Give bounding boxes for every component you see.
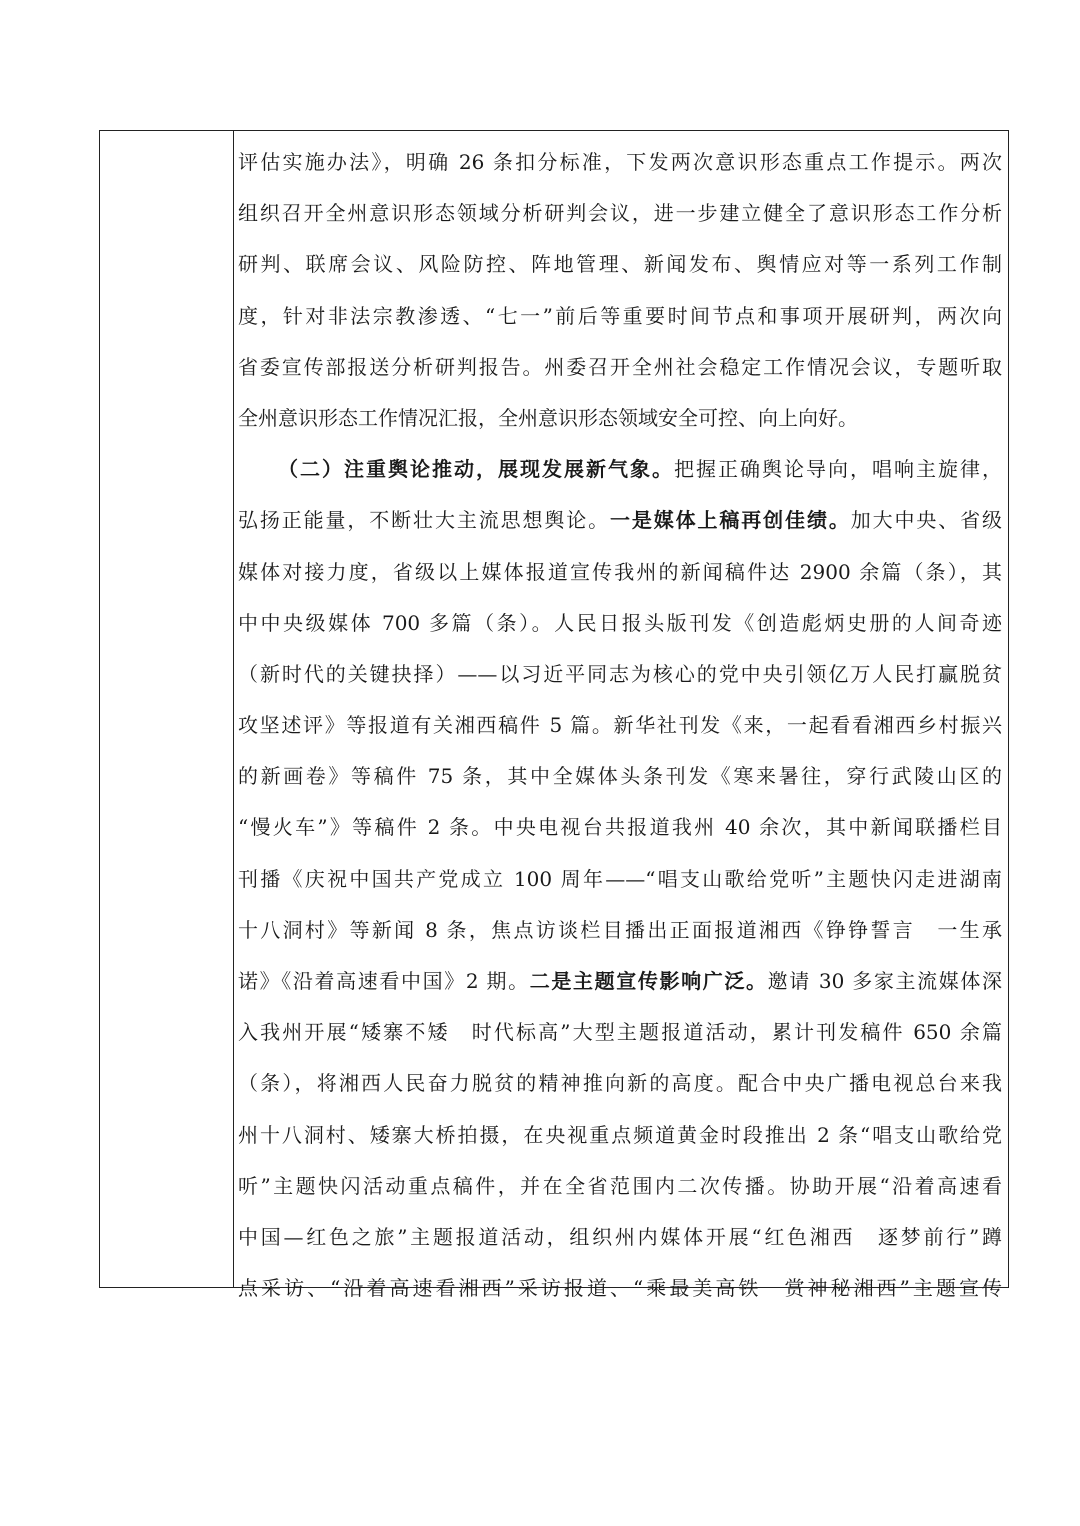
text-segment: 省委宣传部报送分析研判报告。州委召开全州社会稳定工作情况会议，专题听取 xyxy=(238,354,1002,379)
text-line xyxy=(238,239,1002,290)
text-segment: 组织召开全州意识形态领域分析研判会议，进一步建立健全了意识形态工作分析 xyxy=(238,201,1002,226)
text-segment: 点采访、“沿着高速看湘西”采访报道、“乘最美高铁 赏神秘湘西”主题宣传 xyxy=(238,1276,1002,1301)
text-line xyxy=(238,291,1002,342)
text-line xyxy=(238,1212,1002,1263)
text-segment: （条），将湘西人民奋力脱贫的精神推向新的高度。配合中央广播电视总台来我 xyxy=(238,1071,1002,1096)
text-segment: 诺》《沿着高速看中国》2 期。 xyxy=(238,969,530,993)
text-segment: 中中央级媒体 700 多篇（条）。人民日报头版刊发《创造彪炳史册的人间奇迹 xyxy=(238,610,1002,635)
text-segment: 全州意识形态工作情况汇报，全州意识形态领域安全可控、向上向好。 xyxy=(238,405,858,430)
text-segment: 中国—红色之旅”主题报道活动，组织州内媒体开展“红色湘西 逐梦前行”蹲 xyxy=(238,1224,1002,1249)
text-line xyxy=(238,342,1002,393)
text-segment: 攻坚述评》等报道有关湘西稿件 5 篇。新华社刊发《来，一起看看湘西乡村振兴 xyxy=(238,713,1002,738)
text-line xyxy=(238,700,1002,751)
text-segment: （新时代的关键抉择）——以习近平同志为核心的党中央引领亿万人民打赢脱贫 xyxy=(238,661,1002,686)
text-segment: 弘扬正能量，不断壮大主流思想舆论。 xyxy=(238,508,610,533)
text-line xyxy=(238,956,1002,1007)
text-segment: 加大中央、省级 xyxy=(850,508,1002,533)
text-segment: 评估实施办法》，明确 26 条扣分标准，下发两次意识形态重点工作提示。两次 xyxy=(238,150,1002,174)
text-line xyxy=(238,854,1002,905)
text-line xyxy=(238,598,1002,649)
text-line xyxy=(238,905,1002,956)
text-line xyxy=(238,137,1002,188)
bold-text-segment: 一是媒体上稿再创佳绩。 xyxy=(610,508,851,533)
bold-text-segment: 二是主题宣传影响广泛。 xyxy=(529,969,768,993)
text-line xyxy=(238,802,1002,853)
text-segment: 刊播《庆祝中国共产党成立 100 周年——“唱支山歌给党听”主题快闪走进湖南 xyxy=(238,866,1002,891)
text-segment: 的新画卷》等稿件 75 条，其中全媒体头条刊发《寒来暑往，穿行武陵山区的 xyxy=(238,764,1002,789)
text-line xyxy=(238,495,1002,546)
text-segment: 媒体对接力度，省级以上媒体报道宣传我州的新闻稿件达 2900 余篇（条），其 xyxy=(238,559,1002,584)
text-segment: 州十八洞村、矮寨大桥拍摄，在央视重点频道黄金时段推出 2 条“唱支山歌给党 xyxy=(238,1122,1002,1147)
text-line xyxy=(238,547,1002,598)
table-left-cell xyxy=(100,131,234,1287)
text-line xyxy=(238,188,1002,239)
text-line xyxy=(238,751,1002,802)
text-segment: 把握正确舆论导向，唱响主旋律， xyxy=(674,457,1002,482)
text-line xyxy=(238,393,1002,444)
text-segment: “慢火车”》等稿件 2 条。中央电视台共报道我州 40 余次，其中新闻联播栏目 xyxy=(238,815,1002,840)
text-line xyxy=(238,444,1002,495)
content-table xyxy=(99,130,1009,1301)
text-segment: 入我州开展“矮寨不矮 时代标高”大型主题报道活动，累计刊发稿件 650 余篇 xyxy=(238,1020,1002,1045)
bold-text-segment: （二）注重舆论推动，展现发展新气象。 xyxy=(278,457,674,482)
text-line xyxy=(238,1110,1002,1161)
text-segment: 邀请 30 多家主流媒体深 xyxy=(767,969,1002,993)
text-segment: 度，针对非法宗教渗透、“七一”前后等重要时间节点和事项开展研判，两次向 xyxy=(238,303,1002,328)
text-line xyxy=(238,1161,1002,1212)
text-line xyxy=(238,1263,1002,1314)
table-right-cell xyxy=(234,131,1008,1301)
text-line xyxy=(238,649,1002,700)
text-line xyxy=(238,1058,1002,1109)
text-line xyxy=(238,1007,1002,1058)
text-segment: 十八洞村》等新闻 8 条，焦点访谈栏目播出正面报道湘西《铮铮誓言 一生承 xyxy=(238,917,1002,942)
text-segment: 研判、联席会议、风险防控、阵地管理、新闻发布、舆情应对等一系列工作制 xyxy=(238,252,1002,277)
text-segment: 听”主题快闪活动重点稿件，并在全省范围内二次传播。协助开展“沿着高速看 xyxy=(238,1173,1002,1198)
